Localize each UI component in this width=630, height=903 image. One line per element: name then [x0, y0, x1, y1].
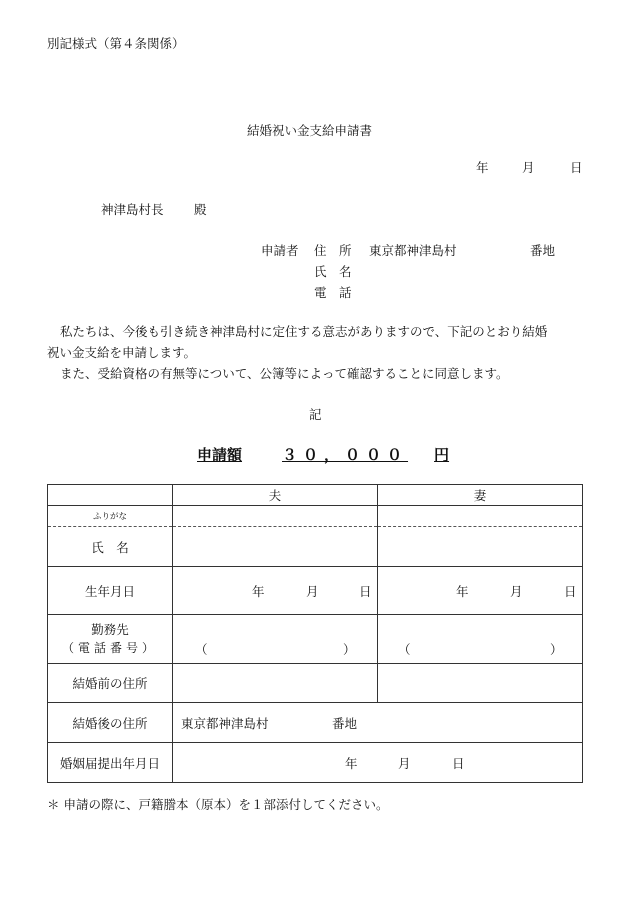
application-amount: [197, 444, 449, 465]
husband-phone-open: （: [195, 641, 208, 657]
marriage-info-table: [47, 484, 583, 783]
marriage-date-field[interactable]: [173, 743, 583, 783]
col-husband: 夫: [173, 485, 378, 506]
document-title: 結婚祝い金支給申請書: [247, 123, 373, 138]
husband-birth-year: 年: [252, 583, 265, 599]
applicant-phone-label: 電 話: [314, 285, 352, 300]
applicant-label: 申請者: [261, 243, 299, 258]
furigana-label: ふりがな: [48, 506, 173, 527]
wife-birth-month: 月: [510, 583, 523, 599]
husband-workplace-field[interactable]: [173, 615, 378, 664]
applicant-address-value: 東京都神津島村: [369, 243, 457, 258]
husband-birth-month: 月: [306, 583, 319, 599]
husband-birth-day: 日: [359, 583, 372, 599]
date-month: 月: [522, 160, 535, 175]
applicant-address-label: 住 所: [314, 243, 352, 258]
form-reference: 別記様式（第４条関係）: [47, 36, 185, 51]
workplace-label-cell: [48, 615, 173, 664]
wife-furigana-field[interactable]: [378, 506, 583, 527]
amount-label: 申請額: [197, 446, 243, 464]
name-label: 氏 名: [48, 527, 173, 567]
date-year: 年: [476, 160, 489, 175]
wife-birthdate-field[interactable]: [378, 567, 583, 615]
marriage-year: 年: [345, 755, 358, 771]
address-after-suffix: 番地: [332, 715, 358, 731]
wife-phone-close: ）: [550, 641, 563, 657]
addressee-honorific: 殿: [194, 202, 207, 217]
husband-phone-close: ）: [343, 641, 356, 657]
col-wife: 妻: [378, 485, 583, 506]
birthdate-label: 生年月日: [48, 567, 173, 615]
husband-name-field[interactable]: [173, 527, 378, 567]
amount-value: ３０，０００: [282, 446, 409, 464]
husband-furigana-field[interactable]: [173, 506, 378, 527]
phone-number-label: （電話番号）: [61, 641, 158, 655]
marriage-date-label: 婚姻届提出年月日: [48, 743, 173, 783]
body-paragraph-2: また、受給資格の有無等について、公簿等によって確認することに同意します。: [60, 366, 509, 381]
wife-name-field[interactable]: [378, 527, 583, 567]
header-blank-cell: [48, 485, 173, 506]
address-after-value: 東京都神津島村: [181, 715, 269, 731]
body-paragraph-1-line-1: 私たちは、今後も引き続き神津島村に定住する意志がありますので、下記のとおり結婚: [60, 324, 548, 339]
address-before-label: 結婚前の住所: [48, 664, 173, 703]
wife-birth-day: 日: [564, 583, 577, 599]
date-day: 日: [570, 160, 583, 175]
workplace-label: 勤務先: [91, 622, 129, 637]
marriage-month: 月: [398, 755, 411, 771]
ki-heading: 記: [309, 407, 322, 422]
address-after-label: 結婚後の住所: [48, 703, 173, 743]
wife-workplace-field[interactable]: [378, 615, 583, 664]
husband-birthdate-field[interactable]: [173, 567, 378, 615]
addressee-name: 神津島村長: [101, 202, 164, 217]
attachment-note: ＊ 申請の際に、戸籍謄本（原本）を１部添付してください。: [47, 797, 389, 812]
amount-unit: 円: [434, 446, 450, 464]
wife-birth-year: 年: [456, 583, 469, 599]
applicant-name-label: 氏 名: [314, 264, 352, 279]
body-paragraph-1-line-2: 祝い金支給を申請します。: [47, 345, 197, 360]
applicant-address-suffix: 番地: [530, 243, 556, 258]
wife-address-before-field[interactable]: [378, 664, 583, 703]
husband-address-before-field[interactable]: [173, 664, 378, 703]
wife-phone-open: （: [398, 641, 411, 657]
marriage-day: 日: [452, 755, 465, 771]
address-after-field[interactable]: [173, 703, 583, 743]
